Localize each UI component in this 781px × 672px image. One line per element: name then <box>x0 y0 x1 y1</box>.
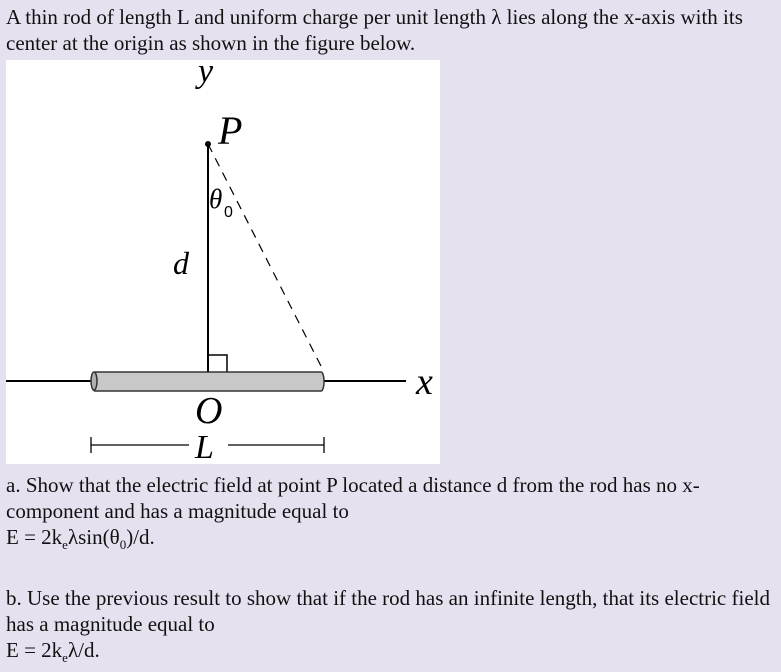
rod-left-end <box>91 372 97 390</box>
origin-label: O <box>195 390 223 432</box>
part-b-text: b. Use the previous result to show that if the rod has an infinite length, that its electric field has a magnitude equal to <box>6 586 770 636</box>
figure-canvas <box>6 60 440 464</box>
eq-b-sub-e: e <box>62 650 68 666</box>
problem-intro: A thin rod of length L and uniform charge per unit length λ lies along the x-axis with its center at the origin as shown in the figure below. <box>6 5 743 55</box>
part-a-equation <box>6 524 155 553</box>
eq-a-suffix: )/d. <box>126 525 155 549</box>
eq-a-sub-0: 0 <box>119 537 127 553</box>
eq-a-prefix: E = 2k <box>6 525 63 549</box>
charged-rod <box>92 372 324 391</box>
point-p-dot <box>205 141 211 147</box>
eq-a-sub-e: e <box>62 537 68 553</box>
eq-b-prefix: E = 2k <box>6 638 63 662</box>
dashed-line-to-rod-end <box>208 144 324 372</box>
distance-label: d <box>173 245 189 281</box>
angle-label: θ <box>209 184 223 214</box>
part-b-equation <box>6 637 100 666</box>
eq-a-middle: λsin(θ <box>67 525 120 549</box>
y-axis-label: y <box>198 60 214 90</box>
angle-subscript: 0 <box>224 204 233 221</box>
length-label: L <box>195 429 214 464</box>
x-axis-label: x <box>416 361 433 403</box>
rod-figure <box>6 60 440 464</box>
eq-b-suffix: λ/d. <box>67 638 100 662</box>
right-angle-marker <box>208 355 227 372</box>
part-a-text: a. Show that the electric field at point P located a distance d from the rod has no x-component and has a magnitude equal to <box>6 473 700 523</box>
point-p-label: P <box>218 108 243 153</box>
